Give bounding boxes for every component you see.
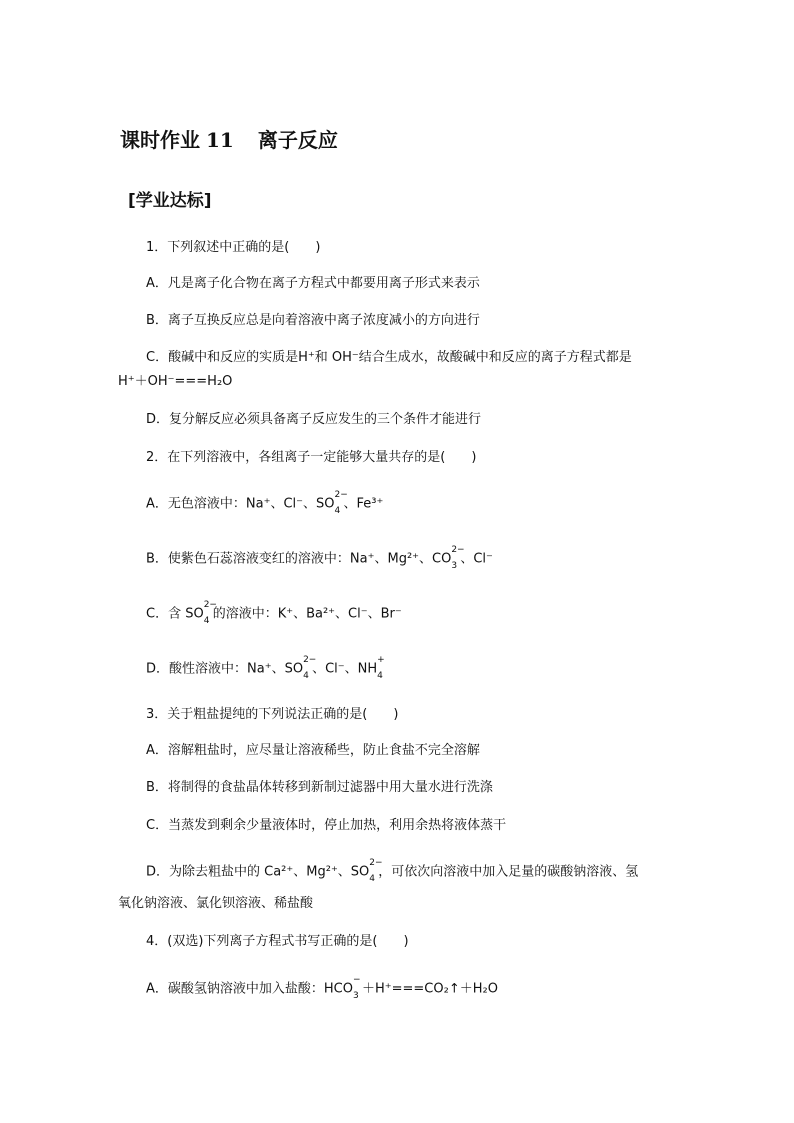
charge: 2− bbox=[369, 858, 383, 868]
charge: − bbox=[352, 975, 361, 985]
q2-a-text-end: 、Fe³⁺ bbox=[343, 496, 384, 512]
subscript: 4 bbox=[203, 616, 210, 626]
q3-option-c: C．当蒸发到剩余少量液体时，停止加热，利用余热将液体蒸干 bbox=[146, 818, 507, 833]
subscript: 3 bbox=[352, 991, 359, 1001]
q1-option-c: C．酸碱中和反应的实质是H⁺和 OH⁻结合生成水，故酸碱中和反应的离子方程式都是 bbox=[146, 350, 632, 365]
ion-charge bbox=[377, 655, 386, 681]
title-number: 11 bbox=[206, 128, 234, 152]
q2-stem: 2．在下列溶液中，各组离子一定能够大量共存的是( ) bbox=[146, 450, 477, 465]
subscript: 4 bbox=[334, 506, 341, 516]
q2-option-d bbox=[146, 655, 386, 681]
subscript: 4 bbox=[369, 874, 376, 884]
charge: 2− bbox=[334, 490, 348, 500]
q4-a-text: A．碳酸氢钠溶液中加入盐酸：HCO bbox=[146, 981, 353, 997]
title-topic: 离子反应 bbox=[257, 128, 338, 152]
charge: 2− bbox=[451, 545, 465, 555]
q2-b-text: B．使紫色石蕊溶液变红的溶液中：Na⁺、Mg²⁺、CO bbox=[146, 551, 452, 567]
q2-b-text-end: 、Cl⁻ bbox=[460, 551, 493, 567]
q3-d-text-end: ，可依次向溶液中加入足量的碳酸钠溶液、氢 bbox=[378, 864, 639, 880]
q3-option-b: B．将制得的食盐晶体转移到新制过滤器中用大量水进行洗涤 bbox=[146, 780, 493, 795]
q2-c-text-end: 的溶液中：K⁺、Ba²⁺、Cl⁻、Br⁻ bbox=[212, 606, 402, 622]
q2-d-text-mid: 、Cl⁻、NH bbox=[312, 661, 378, 677]
q1-option-b: B．离子互换反应总是向着溶液中离子浓度减小的方向进行 bbox=[146, 313, 480, 328]
q1-stem: 1．下列叙述中正确的是( ) bbox=[146, 240, 321, 255]
ion-charge bbox=[303, 655, 317, 681]
charge: + bbox=[377, 655, 385, 665]
ion-charge bbox=[451, 545, 465, 571]
ion-charge bbox=[369, 858, 383, 884]
q4-stem: 4．(双选)下列离子方程式书写正确的是( ) bbox=[146, 934, 409, 949]
q3-option-d bbox=[146, 858, 639, 884]
q2-a-text: A．无色溶液中：Na⁺、Cl⁻、SO bbox=[146, 496, 335, 512]
q2-option-a bbox=[146, 490, 384, 516]
q3-option-a: A．溶解粗盐时，应尽量让溶液稀些，防止食盐不完全溶解 bbox=[146, 743, 480, 758]
charge: 2− bbox=[203, 600, 217, 610]
ion-charge bbox=[203, 600, 217, 626]
q4-a-text-end: ＋H⁺===CO₂↑＋H₂O bbox=[361, 981, 498, 997]
q3-stem: 3．关于粗盐提纯的下列说法正确的是( ) bbox=[146, 707, 399, 722]
ion-charge bbox=[352, 975, 362, 1001]
q4-option-a bbox=[146, 975, 498, 1001]
q3-d-text: D．为除去粗盐中的 Ca²⁺、Mg²⁺、SO bbox=[146, 864, 370, 880]
q3-option-d-cont: 氧化钠溶液、氯化钡溶液、稀盐酸 bbox=[118, 896, 314, 911]
q2-d-text: D．酸性溶液中：Na⁺、SO bbox=[146, 661, 304, 677]
subscript: 4 bbox=[303, 671, 309, 681]
q1-option-c-cont: H⁺＋OH⁻===H₂O bbox=[118, 374, 233, 389]
subscript: 4 bbox=[377, 671, 383, 681]
section-heading: [学业达标] bbox=[128, 191, 212, 211]
q1-option-a: A．凡是离子化合物在离子方程式中都要用离子形式来表示 bbox=[146, 276, 480, 291]
q2-option-b bbox=[146, 545, 493, 571]
q2-c-text: C．含 SO bbox=[146, 606, 204, 622]
subscript: 3 bbox=[451, 561, 458, 571]
title-main: 课时作业 bbox=[120, 128, 200, 152]
charge: 2− bbox=[303, 655, 317, 665]
page-title bbox=[120, 124, 338, 153]
q2-option-c bbox=[146, 600, 402, 626]
ion-charge bbox=[334, 490, 348, 516]
q1-option-d: D．复分解反应必须具备离子反应发生的三个条件才能进行 bbox=[146, 412, 482, 427]
